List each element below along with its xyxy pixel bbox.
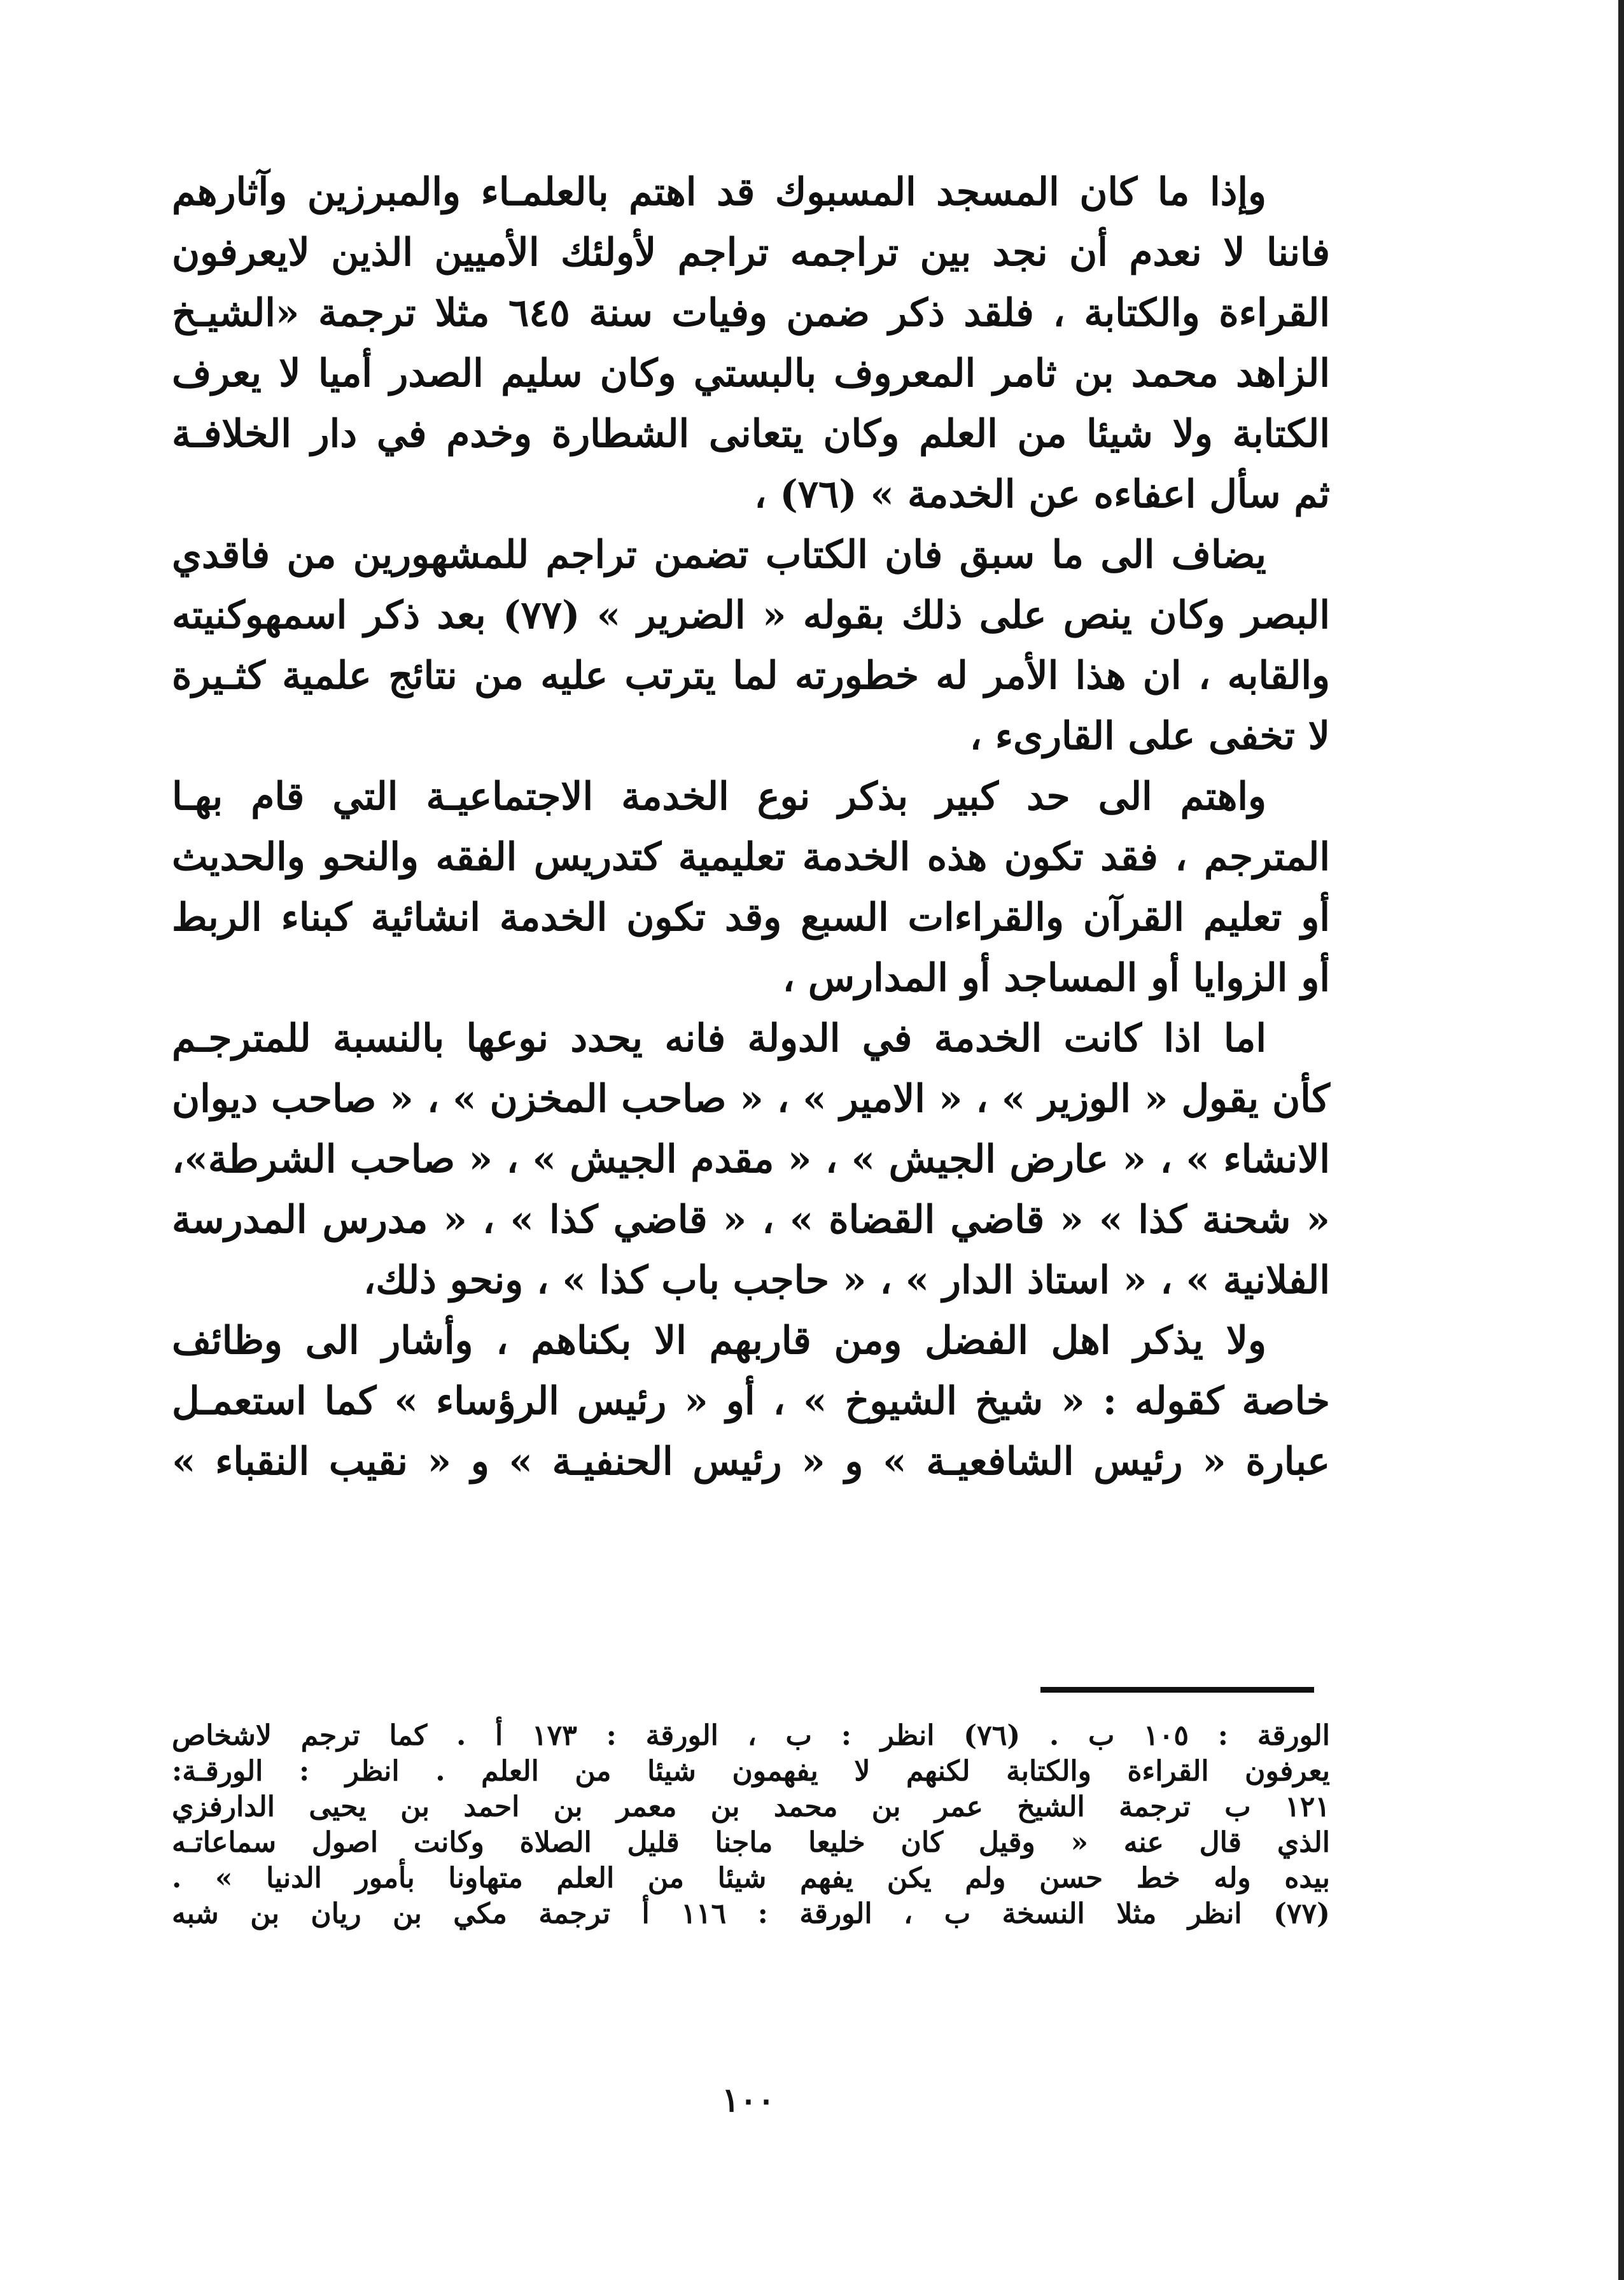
text-line: الزاهد محمد بن ثامر المعروف بالبستي وكان سليم الصدر أميا لا يعرف: [172, 351, 1330, 396]
footnote-line: بيده وله خط حسن ولم يكن يفهم شيئا من العلم متهاونا بأمور الدنيا » .: [172, 1862, 1330, 1894]
text-line: وإذا ما كان المسجد المسبوك قد اهتم بالعلمـاء والمبرزين وآثارهم: [172, 170, 1266, 214]
page-edge: [1618, 0, 1624, 2280]
footnote-line: الورقة : ١٠٥ ب . (٧٦) انظر : ب ، الورقة : ١٧٣ أ . كما ترجم لاشخاص: [172, 1719, 1330, 1752]
text-line: المترجم ، فقد تكون هذه الخدمة تعليمية كتدريس الفقه والنحو والحديث: [172, 835, 1330, 879]
main-text: [172, 162, 1330, 1492]
footnotes: [172, 1718, 1330, 1932]
page-number: ١٠٠: [722, 2081, 775, 2120]
footnote-line: يعرفون القراءة والكتابة لكنهم لا يفهمون شيئا من العلم . انظر : الورقـة:: [172, 1755, 1330, 1787]
footnote-line: الذي قال عنه « وقيل كان خليعا ماجنا قليل الصلاة وكانت اصول سماعاتـه: [172, 1826, 1330, 1859]
footnote-line: ١٢١ ب ترجمة الشيخ عمر بن محمد بن معمر بن احمد بن يحيى الدارفزي: [172, 1791, 1330, 1823]
text-line: أو الزوايا أو المساجد أو المدارس ،: [782, 956, 1330, 1000]
text-line: عبارة « رئيس الشافعيـة » و « رئيس الحنفيـة » و « نقيب النقباء »: [172, 1439, 1330, 1484]
text-line: واهتم الى حد كبير بذكر نوع الخدمة الاجتماعيـة التي قام بهـا: [172, 774, 1266, 819]
text-line: خاصة كقوله : « شيخ الشيوخ » ، أو « رئيس الرؤساء » كما استعمـل: [172, 1379, 1330, 1423]
text-line: يضاف الى ما سبق فان الكتاب تضمن تراجم للمشهورين من فاقدي: [172, 533, 1266, 577]
text-line: اما اذا كانت الخدمة في الدولة فانه يحدد نوعها بالنسبة للمترجـم: [172, 1016, 1266, 1061]
text-line: أو تعليم القرآن والقراءات السبع وقد تكون الخدمة انشائية كبناء الربط: [172, 895, 1330, 940]
text-line: لا تخفى على القارىء ،: [969, 714, 1330, 759]
footnote-divider: [1040, 1687, 1314, 1693]
footnote-line: (٧٧) انظر مثلا النسخة ب ، الورقة : ١١٦ أ ترجمة مكي بن ريان بن شبه: [172, 1898, 1330, 1930]
text-line: ولا يذكر اهل الفضل ومن قاربهم الا بكناهم ، وأشار الى وظائف: [172, 1318, 1266, 1363]
text-line: كأن يقول « الوزير » ، « الامير » ، « صاحب المخزن » ، « صاحب ديوان: [172, 1077, 1330, 1121]
text-line: والقابه ، ان هذا الأمر له خطورته لما يترتب عليه من نتائج علمية كثـيرة: [172, 654, 1330, 698]
text-line: فاننا لا نعدم أن نجد بين تراجمه تراجم لأولئك الأميين الذين لايعرفون: [172, 230, 1330, 275]
text-line: القراءة والكتابة ، فلقد ذكر ضمن وفيات سنة ٦٤٥ مثلا ترجمة «الشيـخ: [172, 291, 1330, 335]
text-line: « شحنة كذا » « قاضي القضاة » ، « قاضي كذا » ، « مدرس المدرسة: [172, 1198, 1330, 1242]
text-line: الكتابة ولا شيئا من العلم وكان يتعانى الشطارة وخدم في دار الخلافـة: [172, 412, 1330, 456]
text-line: الفلانية » ، « استاذ الدار » ، « حاجب باب كذا » ، ونحو ذلك،: [363, 1258, 1330, 1303]
text-line: البصر وكان ينص على ذلك بقوله « الضرير » (٧٧) بعد ذكر اسمهوكنيته: [172, 593, 1331, 638]
text-line: ثم سأل اعفاءه عن الخدمة » (٧٦) ،: [754, 472, 1330, 517]
text-line: الانشاء » ، « عارض الجيش » ، « مقدم الجيش » ، « صاحب الشرطة»،: [172, 1137, 1330, 1182]
